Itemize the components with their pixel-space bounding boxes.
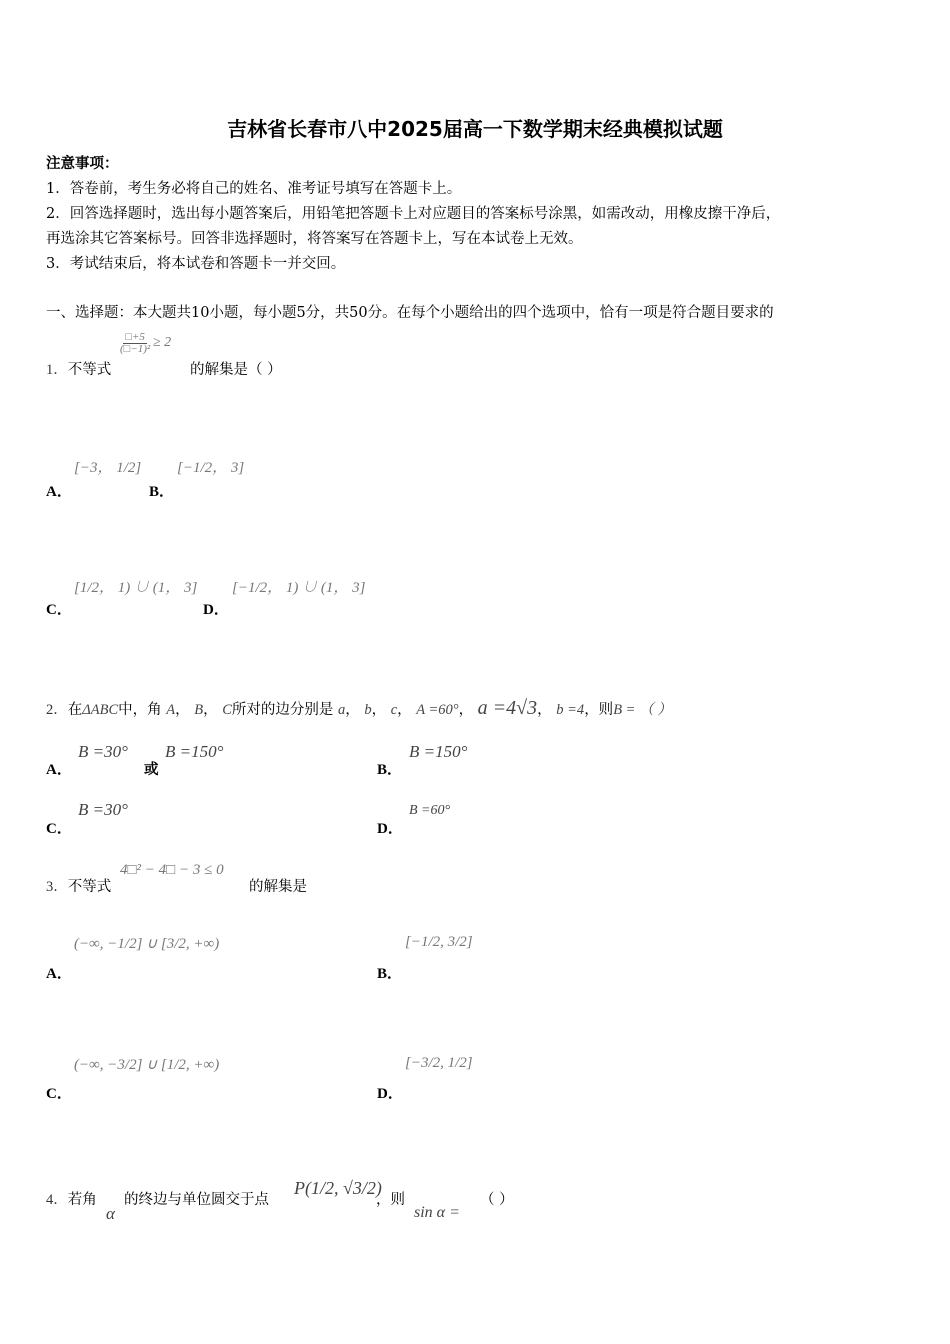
section-heading: 一、选择题：本大题共10小题，每小题5分，共50分。在每个小题给出的四个选项中，恰有一项是符合题目要求的	[46, 305, 774, 321]
q1-option-d-label[interactable]: D．	[203, 602, 229, 618]
q4-alpha: α	[106, 1204, 115, 1223]
q1-option-c-value: [1/2， 1) ∪ (1， 3]	[74, 580, 198, 596]
q1-stem-end: 的解集是（ ）	[190, 362, 282, 378]
notes-item-3: 3．考试结束后，将本试卷和答题卡一并交回。	[46, 256, 346, 272]
q3-option-c-value: (−∞, −3/2] ∪ [1/2, +∞)	[74, 1057, 220, 1073]
q3-option-d-value: [−3/2, 1/2]	[405, 1055, 473, 1071]
notes-item-1: 1．答卷前，考生务必将自己的姓名、准考证号填写在答题卡上。	[46, 181, 462, 197]
q1-option-b-value: [−1/2， 3]	[177, 460, 245, 476]
q1-inequality-formula: $\frac{□+5}{\text{(□−1)²}}$ ≥ 2	[120, 331, 172, 355]
q2-option-d-label[interactable]: D．	[377, 821, 403, 837]
q2-option-d-value: B =60°	[409, 803, 451, 818]
q3-option-c-label[interactable]: C．	[46, 1086, 72, 1102]
q2-option-b-label[interactable]: B．	[377, 762, 403, 778]
question-4-stem: 4．若角	[46, 1192, 97, 1208]
notes-item-2a: 2．回答选择题时，选出每小题答案后，用铅笔把答题卡上对应题目的答案标号涂黑，如需改动，用橡皮擦干净后，	[46, 206, 781, 222]
q2-option-b-value: B =150°	[409, 742, 468, 761]
q3-option-b-label[interactable]: B．	[377, 966, 403, 982]
q1-option-c-label[interactable]: C．	[46, 602, 72, 618]
q3-stem-end: 的解集是	[249, 879, 307, 895]
question-3-stem: 3．不等式	[46, 879, 112, 895]
q2-option-c-label[interactable]: C．	[46, 821, 72, 837]
q1-option-d-value: [−1/2， 1) ∪ (1， 3]	[232, 580, 366, 596]
q3-option-d-label[interactable]: D．	[377, 1086, 403, 1102]
q3-option-a-value: (−∞, −1/2] ∪ [3/2, +∞)	[74, 936, 220, 952]
q4-sin-alpha: sin α =	[414, 1204, 460, 1221]
q4-answer-blank: （ ）	[480, 1192, 514, 1208]
q4-point: P(1/2, √3/2)	[294, 1178, 382, 1198]
question-2-stem: 2．在ΔABC中，角 A， B， C所对的边分别是 a， b， c， A =60°， a =4√3， b =4，则B = （ ）	[46, 697, 672, 719]
notes-item-2b: 再选涂其它答案标号。回答非选择题时，将答案写在答题卡上，写在本试卷上无效。	[46, 231, 583, 247]
q2-option-a-value-1: B =30°	[78, 742, 128, 761]
q3-option-b-value: [−1/2, 3/2]	[405, 934, 473, 950]
q1-option-a-label[interactable]: A．	[46, 484, 72, 500]
notes-heading: 注意事项：	[46, 155, 119, 172]
question-number: 1．	[46, 362, 68, 378]
q1-option-b-label[interactable]: B．	[149, 484, 175, 500]
question-1-stem: 1．不等式	[46, 362, 112, 378]
q1-option-a-value: [−3， 1/2]	[74, 460, 142, 476]
q3-inequality-formula: 4□² − 4□ − 3 ≤ 0	[120, 862, 224, 878]
q2-option-a-value-2: B =150°	[165, 742, 224, 761]
q3-option-a-label[interactable]: A．	[46, 966, 72, 982]
q4-stem-then: ，则	[376, 1192, 405, 1208]
page-title: 吉林省长春市八中2025届高一下数学期末经典模拟试题	[227, 117, 723, 141]
q2-option-a-label[interactable]: A．	[46, 762, 72, 778]
q2-option-c-value: B =30°	[78, 800, 128, 819]
q2-option-a-or: 或	[144, 761, 159, 778]
q4-stem-mid: 的终边与单位圆交于点	[124, 1192, 269, 1208]
